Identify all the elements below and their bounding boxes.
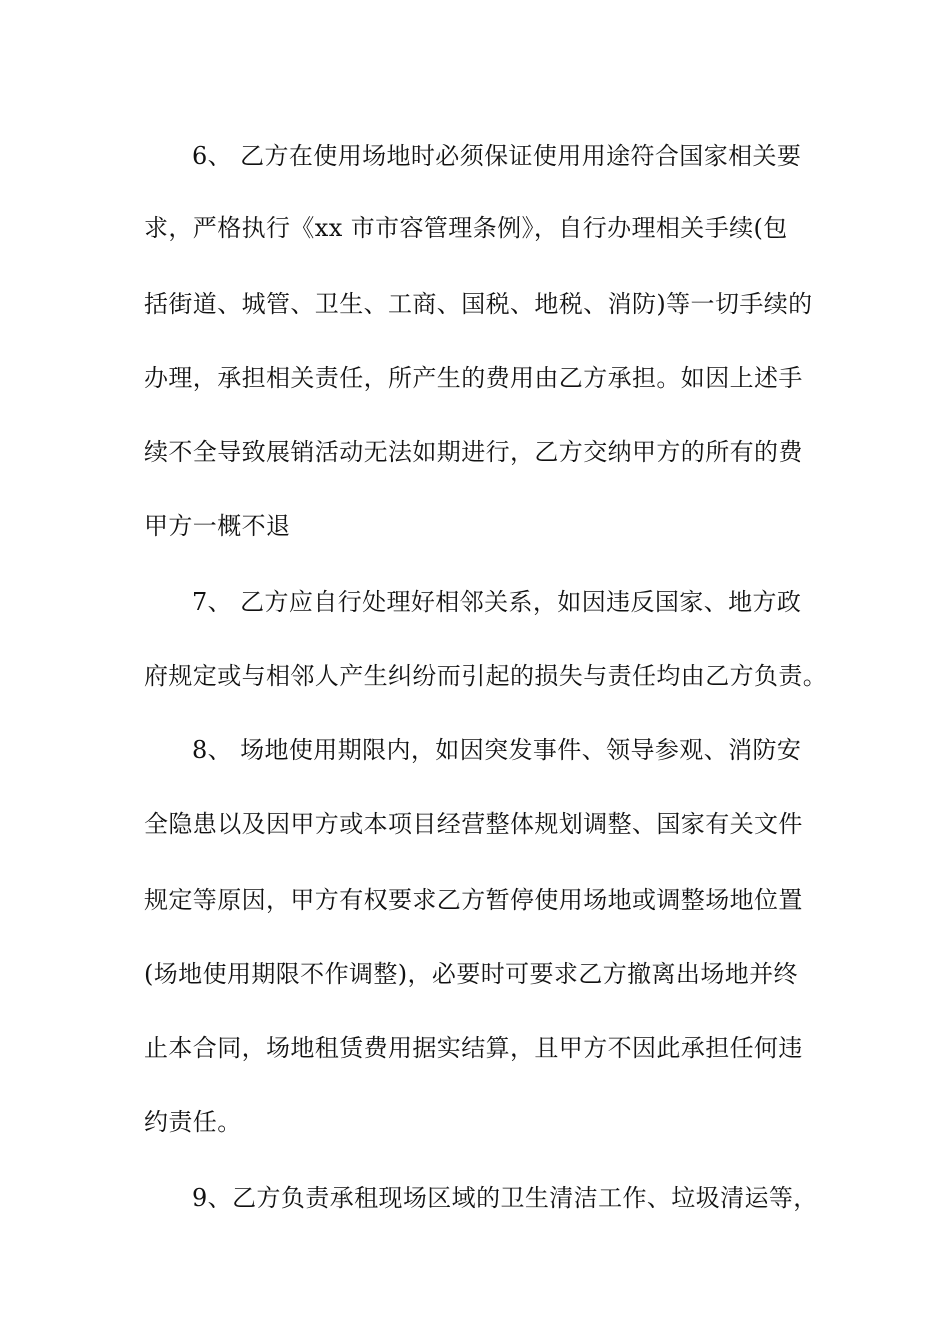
clause-9-line-1: 9、乙方负责承租现场区域的卫生清洁工作、垃圾清运等， xyxy=(192,1184,818,1212)
clause-6-line-6: 甲方一概不退 xyxy=(144,512,291,540)
clause-6-line-1: 6、 乙方在使用场地时必须保证使用用途符合国家相关要 xyxy=(192,142,802,170)
clause-6-line-3: 括街道、城管、卫生、工商、国税、地税、消防)等一切手续的 xyxy=(144,290,813,318)
clause-6-line-4: 办理，承担相关责任，所产生的费用由乙方承担。如因上述手 xyxy=(144,364,803,392)
clause-6-line-5: 续不全导致展销活动无法如期进行，乙方交纳甲方的所有的费 xyxy=(144,438,803,466)
clause-7-line-1: 7、 乙方应自行处理好相邻关系，如因违反国家、地方政 xyxy=(192,588,802,616)
clause-7-line-2: 府规定或与相邻人产生纠纷而引起的损失与责任均由乙方负责。 xyxy=(144,662,828,690)
clause-8-line-5: 止本合同，场地租赁费用据实结算，且甲方不因此承担任何违 xyxy=(144,1034,803,1062)
clause-8-line-2: 全隐患以及因甲方或本项目经营整体规划调整、国家有关文件 xyxy=(144,810,803,838)
clause-6-line-2: 求，严格执行《xx 市市容管理条例》，自行办理相关手续(包 xyxy=(144,214,788,242)
clause-8-line-1: 8、 场地使用期限内，如因突发事件、领导参观、消防安 xyxy=(192,736,802,764)
clause-8-line-4: (场地使用期限不作调整)，必要时可要求乙方撤离出场地并终 xyxy=(144,960,798,988)
clause-8-line-6: 约责任。 xyxy=(144,1108,242,1136)
clause-8-line-3: 规定等原因，甲方有权要求乙方暂停使用场地或调整场地位置 xyxy=(144,886,803,914)
